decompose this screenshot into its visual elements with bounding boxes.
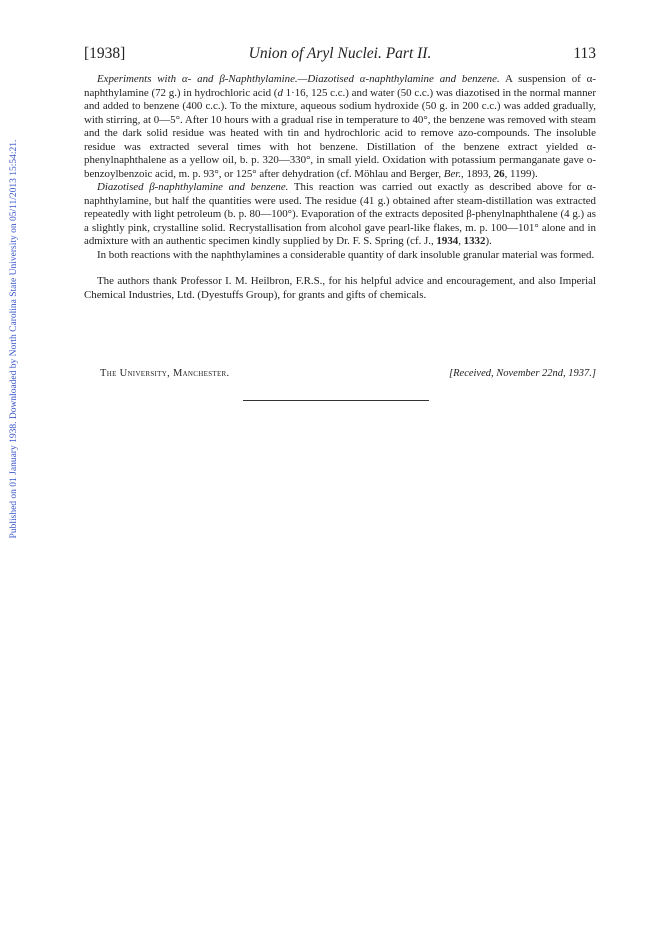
article-body [84,73,596,302]
citation-volume: 26 [493,167,505,180]
section-heading-alpha: Experiments with α- and β-Naphthylamine.—Diazotised α-naphthylamine and benzene. [97,73,500,85]
paragraph-beta-naphthylamine [84,181,596,249]
paragraph-text: 1·16, 125 c.c.) and water (50 c.c.) was diazotised in the normal manner and added to benzene (400 c.c.). To the mixture, aqueous sodium hydroxide (50 g. in 200 c.c.) was added gradually, with stirring, at 0—5°. After 10 hours with a gradual rise in temperature to 40°, the benzene was removed with steam and the dark solid residue was heated with tin and hydrochloric acid to remove azo-compounds. The insoluble residue was extracted several times with hot benzene. Distillation of the benzene extract yielded α-phenylnaphthalene as a yellow oil, b. p. 320—330°, in small yield. Oxidation with potassium permanganate gave o-benzoylbenzoic acid, m. p. 93°, or 125° after dehydration (cf. Möhlau and Berger, [84,86,596,180]
header-year: [1938] [84,45,126,62]
header-title: Union of Aryl Nuclei. Part II. [248,45,432,62]
end-rule [243,400,429,401]
citation-journal: Ber. [443,167,462,180]
citation-page: , 1199). [504,167,538,180]
paragraph-text: This reaction was carried out exactly as described above for α-naphthylamine, but half the quantities were used. The residue (41 g.) obtained after steam-distillation was extracted repeatedly with light petroleum (b. p. 80—100°). Evaporation of the extracts deposited β-phenylnaphthalene (4 g.) as a slightly pink, crystalline solid. Recrystallisation from alcohol gave pearl-like flakes, m. p. 100—101° alone and in admixture with an authentic specimen kindly supplied by Dr. F. S. Spring (cf. J., [84,181,597,247]
section-heading-beta: Diazotised β-naphthylamine and benzene. [97,181,289,193]
citation-year: 1934 [436,235,459,247]
citation-page: 1332 [463,235,486,247]
citation-year: , 1893, [461,167,494,180]
density-symbol: d [277,86,283,99]
paragraph-text: ). [485,235,492,247]
affiliation: The University, Manchester. [100,368,230,379]
acknowledgement: The authors thank Professor I. M. Heilbron, F.R.S., for his helpful advice and encouragement, and also Imperial Chemical Industries, Ltd. (Dyestuffs Group), for grants and gifts of chemicals. [84,275,596,301]
download-watermark: Published on 01 January 1938. Downloaded by North Carolina State University on 05/11/2013 15:54:21. [9,139,19,539]
received-date: [Received, November 22nd, 1937.] [449,368,596,379]
paragraph-text: A suspension of α-naphthylamine (72 g.) in hydrochloric acid ( [84,73,596,99]
paragraph-both-reactions: In both reactions with the naphthylamines a considerable quantity of dark insoluble granular material was formed. [97,248,595,261]
paragraph-alpha-naphthylamine [84,73,596,181]
footer [100,368,596,382]
page-number: 113 [573,45,596,62]
running-header [84,45,596,67]
citation-separator: , [458,235,464,247]
